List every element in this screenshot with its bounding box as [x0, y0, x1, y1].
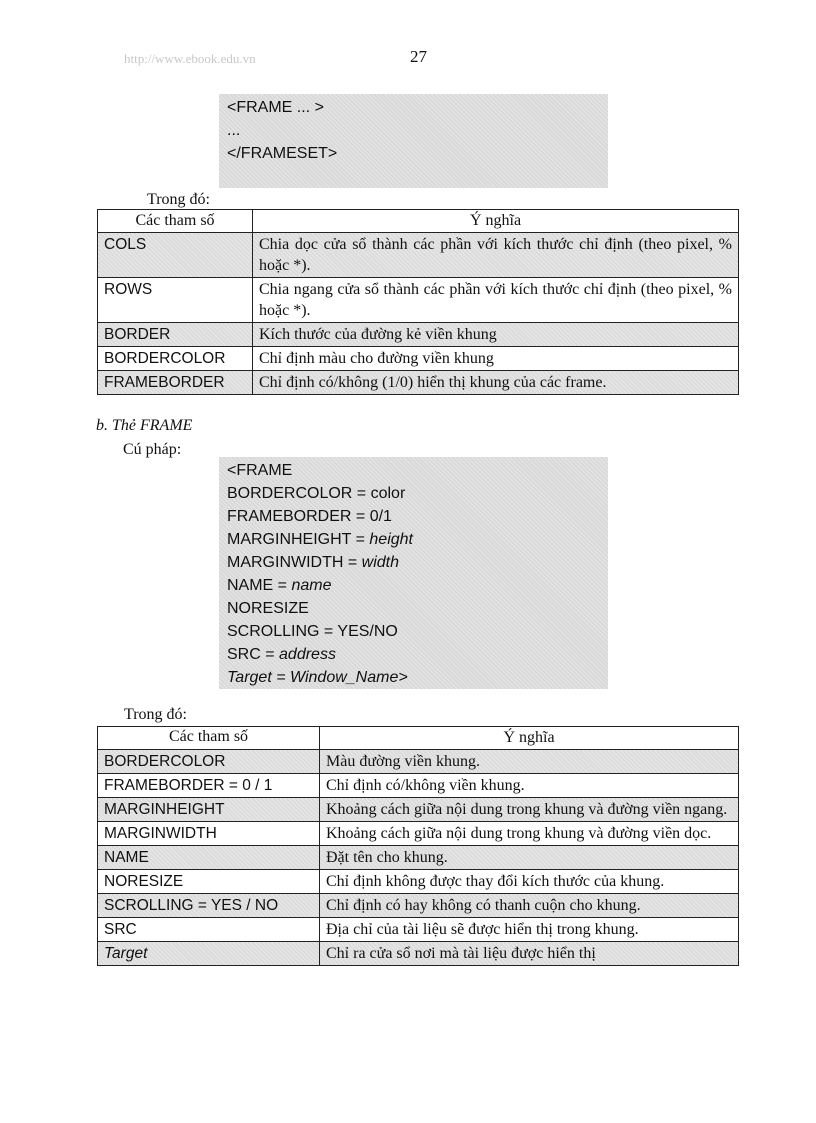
table-row	[98, 918, 739, 942]
column-header: Các tham số	[98, 210, 253, 233]
meaning-cell: Chia ngang cửa sổ thành các phần với kích thước chỉ định (theo pixel, % hoặc *).	[253, 278, 739, 323]
param-cell: MARGINHEIGHT	[98, 798, 320, 822]
where-label: Trong đó:	[124, 706, 187, 723]
code-value: width	[361, 554, 400, 571]
code-key: NAME =	[227, 577, 292, 594]
page-number: 27	[410, 47, 427, 66]
table-row	[98, 870, 739, 894]
meaning-cell: Khoảng cách giữa nội dung trong khung và đường viền ngang.	[320, 798, 739, 822]
meaning-cell: Chỉ định có hay không có thanh cuộn cho khung.	[320, 894, 739, 918]
meaning-cell: Chỉ ra cửa sổ nơi mà tài liệu được hiển thị	[320, 942, 739, 966]
param-cell: ROWS	[98, 278, 253, 323]
table-header-row	[98, 210, 739, 233]
param-cell: SRC	[98, 918, 320, 942]
table-header-row	[98, 727, 739, 750]
code-line: NORESIZE	[227, 600, 309, 617]
code-block-frame	[219, 457, 608, 689]
meaning-cell: Chia dọc cửa sổ thành các phần với kích thước chỉ định (theo pixel, % hoặc *).	[253, 233, 739, 278]
param-cell: FRAMEBORDER = 0 / 1	[98, 774, 320, 798]
table-row	[98, 278, 739, 323]
code-key: SRC =	[227, 646, 280, 663]
param-cell: COLS	[98, 233, 253, 278]
code-key: MARGINHEIGHT =	[227, 531, 370, 548]
code-line: ...	[227, 122, 241, 139]
meaning-cell: Chỉ định màu cho đường viền khung	[253, 347, 739, 371]
header-url: http://www.ebook.edu.vn	[124, 51, 256, 66]
table-row	[98, 822, 739, 846]
meaning-cell: Đặt tên cho khung.	[320, 846, 739, 870]
param-cell: BORDERCOLOR	[98, 750, 320, 774]
table-row	[98, 233, 739, 278]
param-cell: BORDER	[98, 323, 253, 347]
param-cell: NORESIZE	[98, 870, 320, 894]
meaning-cell: Kích thước của đường kẻ viền khung	[253, 323, 739, 347]
code-line: Target = Window_Name>	[227, 669, 408, 686]
table-row	[98, 323, 739, 347]
where-label: Trong đó:	[147, 191, 210, 208]
table-row	[98, 371, 739, 395]
code-value: height	[369, 531, 413, 548]
code-line	[227, 551, 608, 574]
param-cell: FRAMEBORDER	[98, 371, 253, 395]
param-cell: NAME	[98, 846, 320, 870]
code-line: <FRAME	[227, 462, 293, 479]
param-cell: MARGINWIDTH	[98, 822, 320, 846]
table-row	[98, 894, 739, 918]
column-header: Ý nghĩa	[253, 210, 739, 233]
param-cell: Target	[98, 942, 320, 966]
syntax-label: Cú pháp:	[123, 441, 182, 458]
table-row	[98, 942, 739, 966]
code-line	[227, 574, 608, 597]
code-line: SCROLLING = YES/NO	[227, 623, 398, 640]
meaning-cell: Chỉ định có/không (1/0) hiển thị khung của các frame.	[253, 371, 739, 395]
meaning-cell: Địa chỉ của tài liệu sẽ được hiển thị trong khung.	[320, 918, 739, 942]
code-value: name	[291, 577, 332, 594]
code-value: address	[279, 646, 336, 663]
column-header: Các tham số	[98, 727, 320, 750]
frame-params-table	[97, 726, 739, 966]
frameset-params-table	[97, 209, 739, 395]
column-header: Ý nghĩa	[320, 727, 739, 750]
meaning-cell: Chỉ định không được thay đổi kích thước của khung.	[320, 870, 739, 894]
table-row	[98, 750, 739, 774]
code-line	[227, 528, 608, 551]
table-row	[98, 798, 739, 822]
meaning-cell: Chỉ định có/không viền khung.	[320, 774, 739, 798]
table-row	[98, 774, 739, 798]
code-line	[227, 643, 608, 666]
param-cell: BORDERCOLOR	[98, 347, 253, 371]
section-title: b. Thẻ FRAME	[96, 417, 193, 434]
code-block-frameset	[219, 94, 608, 188]
meaning-cell: Khoảng cách giữa nội dung trong khung và đường viền dọc.	[320, 822, 739, 846]
param-cell: SCROLLING = YES / NO	[98, 894, 320, 918]
code-key: MARGINWIDTH =	[227, 554, 362, 571]
table-row	[98, 347, 739, 371]
code-line: FRAMEBORDER = 0/1	[227, 508, 392, 525]
table-row	[98, 846, 739, 870]
code-line: </FRAMESET>	[227, 145, 338, 162]
code-line: <FRAME ... >	[227, 99, 324, 116]
meaning-cell: Màu đường viền khung.	[320, 750, 739, 774]
code-line: BORDERCOLOR = color	[227, 485, 406, 502]
